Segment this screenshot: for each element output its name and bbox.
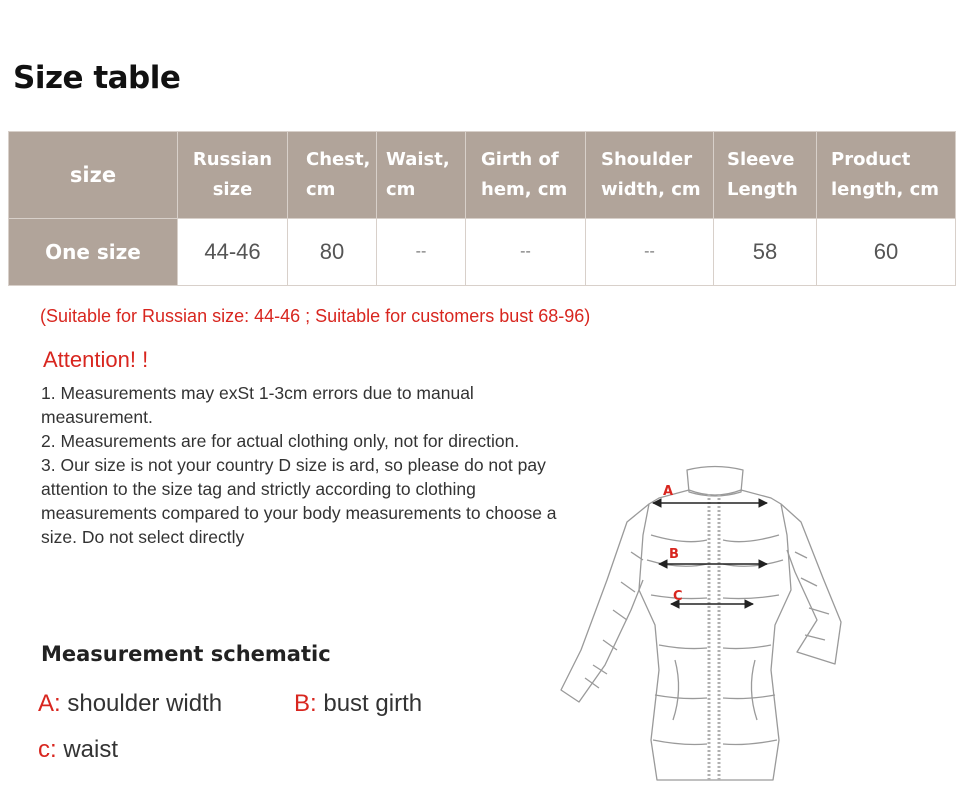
cell-girth-of-hem: -- bbox=[466, 219, 586, 286]
cell-sleeve-length: 58 bbox=[714, 219, 817, 286]
header-girth-of-hem: Girth of hem, cm bbox=[466, 132, 586, 219]
diagram-label-a: A bbox=[663, 484, 674, 499]
table-header-row bbox=[9, 132, 956, 219]
schematic-title: Measurement schematic bbox=[41, 642, 331, 666]
jacket-diagram bbox=[555, 460, 855, 785]
legend-label: bust girth bbox=[323, 690, 423, 717]
cell-chest: 80 bbox=[288, 219, 377, 286]
cell-size: One size bbox=[9, 219, 178, 286]
header-chest: Chest, cm bbox=[288, 132, 377, 219]
diagram-label-b: B bbox=[669, 547, 679, 562]
cell-shoulder-width: -- bbox=[586, 219, 714, 286]
header-sleeve-length: Sleeve Length bbox=[714, 132, 817, 219]
legend-label: shoulder width bbox=[67, 690, 223, 717]
table-row bbox=[9, 219, 956, 286]
attention-notes bbox=[41, 381, 561, 549]
legend-bust-girth bbox=[294, 690, 422, 718]
note-item: 2. Measurements are for actual clothing only, not for direction. bbox=[41, 431, 520, 451]
legend-shoulder-width bbox=[38, 690, 222, 718]
cell-product-length: 60 bbox=[817, 219, 956, 286]
size-table bbox=[8, 131, 956, 286]
diagram-label-c: C bbox=[673, 589, 683, 604]
legend-label: waist bbox=[63, 736, 119, 763]
legend-letter: A: bbox=[38, 690, 61, 717]
legend-waist bbox=[38, 736, 118, 764]
header-size: size bbox=[9, 132, 178, 219]
cell-russian-size: 44-46 bbox=[178, 219, 288, 286]
page-title: Size table bbox=[13, 60, 181, 96]
note-item: 3. Our size is not your country D size is ard, so please do not pay attention to the size tag and strictly according to clothing measurements compared to your body measurements to choose a size. Do not select directly bbox=[41, 455, 557, 547]
cell-waist: -- bbox=[377, 219, 466, 286]
header-russian-size: Russian size bbox=[178, 132, 288, 219]
header-product-length: Product length, cm bbox=[817, 132, 956, 219]
header-shoulder-width: Shoulder width, cm bbox=[586, 132, 714, 219]
header-waist: Waist, cm bbox=[377, 132, 466, 219]
legend-letter: c: bbox=[38, 736, 57, 763]
suitable-note: (Suitable for Russian size: 44-46 ; Suitable for customers bust 68-96) bbox=[40, 306, 591, 326]
jacket-body bbox=[639, 490, 791, 780]
note-item: 1. Measurements may exSt 1-3cm errors due to manual measurement. bbox=[41, 383, 474, 427]
legend-letter: B: bbox=[294, 690, 317, 717]
attention-title: Attention! ! bbox=[43, 347, 149, 372]
